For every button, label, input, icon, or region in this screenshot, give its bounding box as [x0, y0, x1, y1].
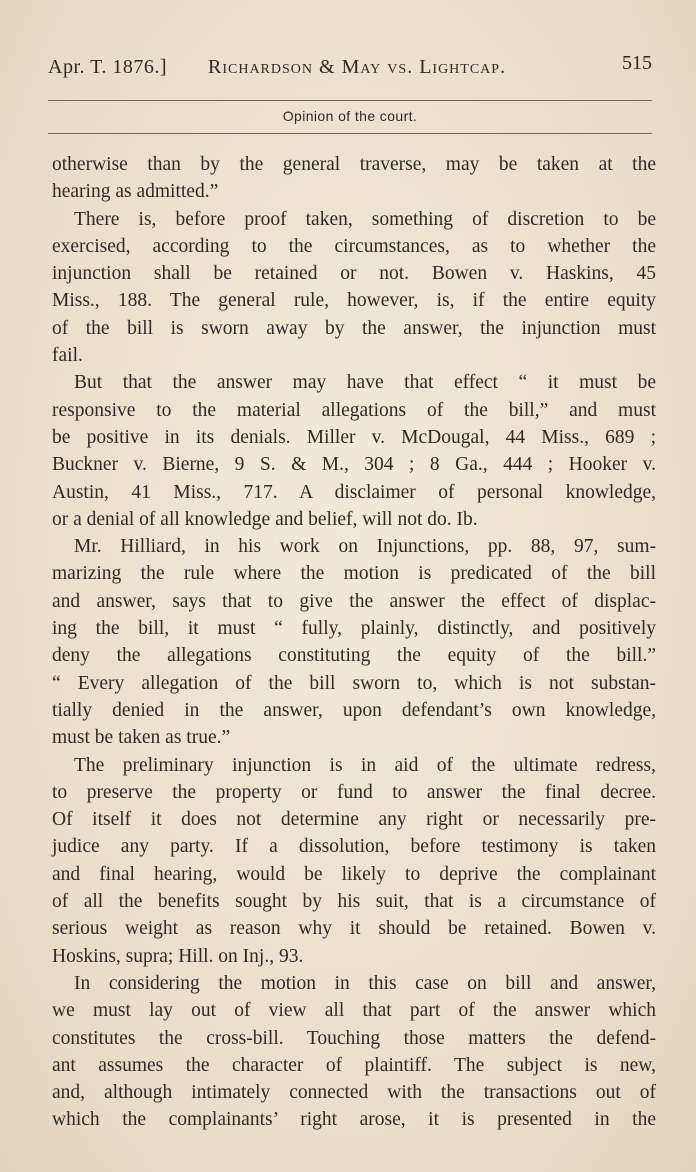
text-line: and answer, says that to give the answer the effect of displac- [52, 590, 656, 612]
text-line: Of itself it does not determine any right or necessarily pre- [52, 809, 656, 831]
text-line: The preliminary injunction is in aid of the ultimate redress, [74, 754, 656, 776]
text-line: judice any party. If a dissolution, before testimony is taken [52, 836, 656, 858]
page-number: 515 [622, 52, 652, 74]
text-line: otherwise than by the general traverse, may be taken at the [52, 154, 656, 175]
text-line: or a denial of all knowledge and belief, will not do. Ib. [52, 508, 478, 530]
running-head [48, 52, 652, 82]
section-heading: Opinion of the court. [282, 108, 418, 124]
text-line: injunction shall be retained or not. Bowen v. Haskins, 45 [52, 263, 656, 285]
header-rule [48, 100, 652, 101]
text-line: Miss., 188. The general rule, however, is, if the entire equity [52, 290, 656, 312]
text-line: Buckner v. Bierne, 9 S. & M., 304 ; 8 Ga., 444 ; Hooker v. [52, 454, 656, 476]
text-line: responsive to the material allegations of the bill,” and must [52, 399, 656, 421]
text-line: which the complainants’ right arose, it is presented in the [52, 1109, 656, 1131]
text-line: must be taken as true.” [52, 727, 231, 749]
section-rule [48, 133, 652, 134]
text-line: to preserve the property or fund to answer the final decree. [52, 781, 656, 803]
text-line: serious weight as reason why it should be retained. Bowen v. [52, 918, 656, 940]
text-line: marizing the rule where the motion is predicated of the bill [52, 563, 656, 585]
text-line: constitutes the cross-bill. Touching those matters the defend- [52, 1027, 656, 1049]
text-line: and, although intimately connected with the transactions out of [52, 1082, 656, 1104]
text-line: ant assumes the character of plaintiff. The subject is new, [52, 1054, 656, 1076]
text-line: ing the bill, it must “ fully, plainly, distinctly, and positively [52, 618, 656, 640]
text-line: In considering the motion in this case on bill and answer, [74, 972, 656, 994]
text-line: But that the answer may have that effect “ it must be [74, 372, 656, 394]
text-line: Hoskins, supra; Hill. on Inj., 93. [52, 945, 304, 967]
text-line: of the bill is sworn away by the answer, the injunction must [52, 317, 656, 339]
text-line: There is, before proof taken, something of discretion to be [74, 208, 656, 230]
text-line: of all the benefits sought by his suit, that is a circumstance of [52, 891, 656, 913]
case-title: Richardson & May vs. Lightcap. [208, 56, 507, 78]
text-line: be positive in its denials. Miller v. McDougal, 44 Miss., 689 ; [52, 426, 656, 448]
text-line: “ Every allegation of the bill sworn to, which is not substan- [52, 672, 656, 694]
text-line: Austin, 41 Miss., 717. A disclaimer of personal knowledge, [52, 481, 656, 503]
text-line: Mr. Hilliard, in his work on Injunctions, pp. 88, 97, sum- [74, 536, 656, 558]
text-line: fail. [52, 345, 83, 367]
text-line: and final hearing, would be likely to deprive the complainant [52, 863, 656, 885]
text-line: tially denied in the answer, upon defendant’s own knowledge, [52, 699, 656, 721]
text-line: we must lay out of view all that part of the answer which [52, 1000, 656, 1022]
text-line: deny the allegations constituting the equity of the bill.” [52, 645, 656, 667]
body-text [52, 151, 656, 1134]
text-line: exercised, according to the circumstances, as to whether the [52, 235, 656, 257]
term-label: Apr. T. 1876.] [48, 56, 168, 78]
text-line: hearing as admitted.” [52, 181, 219, 203]
